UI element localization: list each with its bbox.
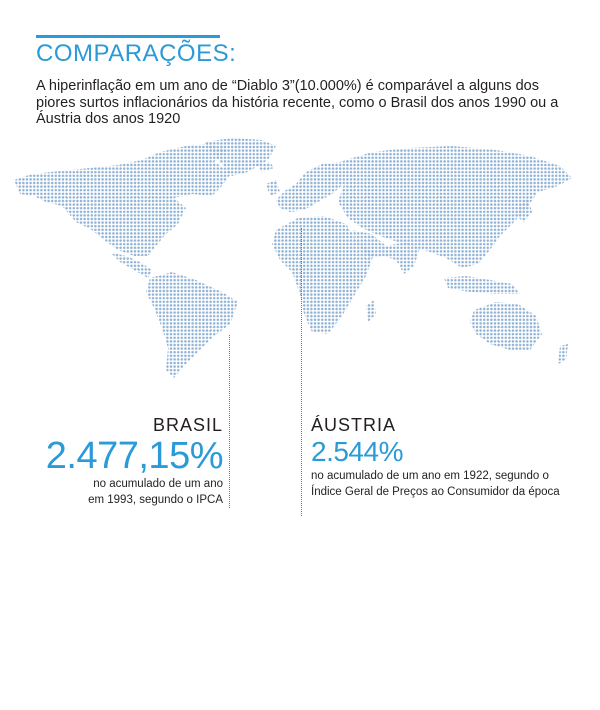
- title-rule: [36, 35, 220, 38]
- austria-note: no acumulado de um ano em 1922, segundo o Índice Geral de Preços ao Consumidor da época: [311, 470, 560, 498]
- austria-leader-line: [301, 228, 302, 516]
- brasil-inflation-figure: 2.477,15%: [45, 435, 223, 477]
- austria-callout: [311, 414, 561, 500]
- brasil-leader-line: [229, 335, 230, 508]
- south-america-shape: [146, 272, 238, 378]
- brasil-note: no acumulado de um ano em 1993, segundo o IPCA: [88, 478, 223, 506]
- australia-shape: [470, 302, 542, 350]
- british-isles-shape: [266, 180, 280, 196]
- austria-inflation-figure: 2.544%: [311, 436, 403, 467]
- brasil-country-label: BRASIL: [152, 415, 223, 435]
- austria-country-label: ÁUSTRIA: [311, 415, 397, 435]
- intro-text: A hiperinflação em um ano de “Diablo 3”(10.000%) é comparável a alguns dos piores surtos inflacionários da história recente, como o Brasil dos anos 1990 ou a Áustria dos anos 1920: [36, 78, 559, 127]
- section-title: COMPARAÇÕES:: [36, 40, 237, 67]
- world-map: [0, 138, 600, 383]
- brasil-callout: [40, 414, 223, 508]
- europe-shape: [276, 162, 350, 212]
- north-america-shape: [14, 144, 232, 256]
- madagascar-shape: [366, 300, 376, 322]
- new-zealand-shape: [558, 344, 568, 364]
- indonesia-shape: [444, 276, 520, 294]
